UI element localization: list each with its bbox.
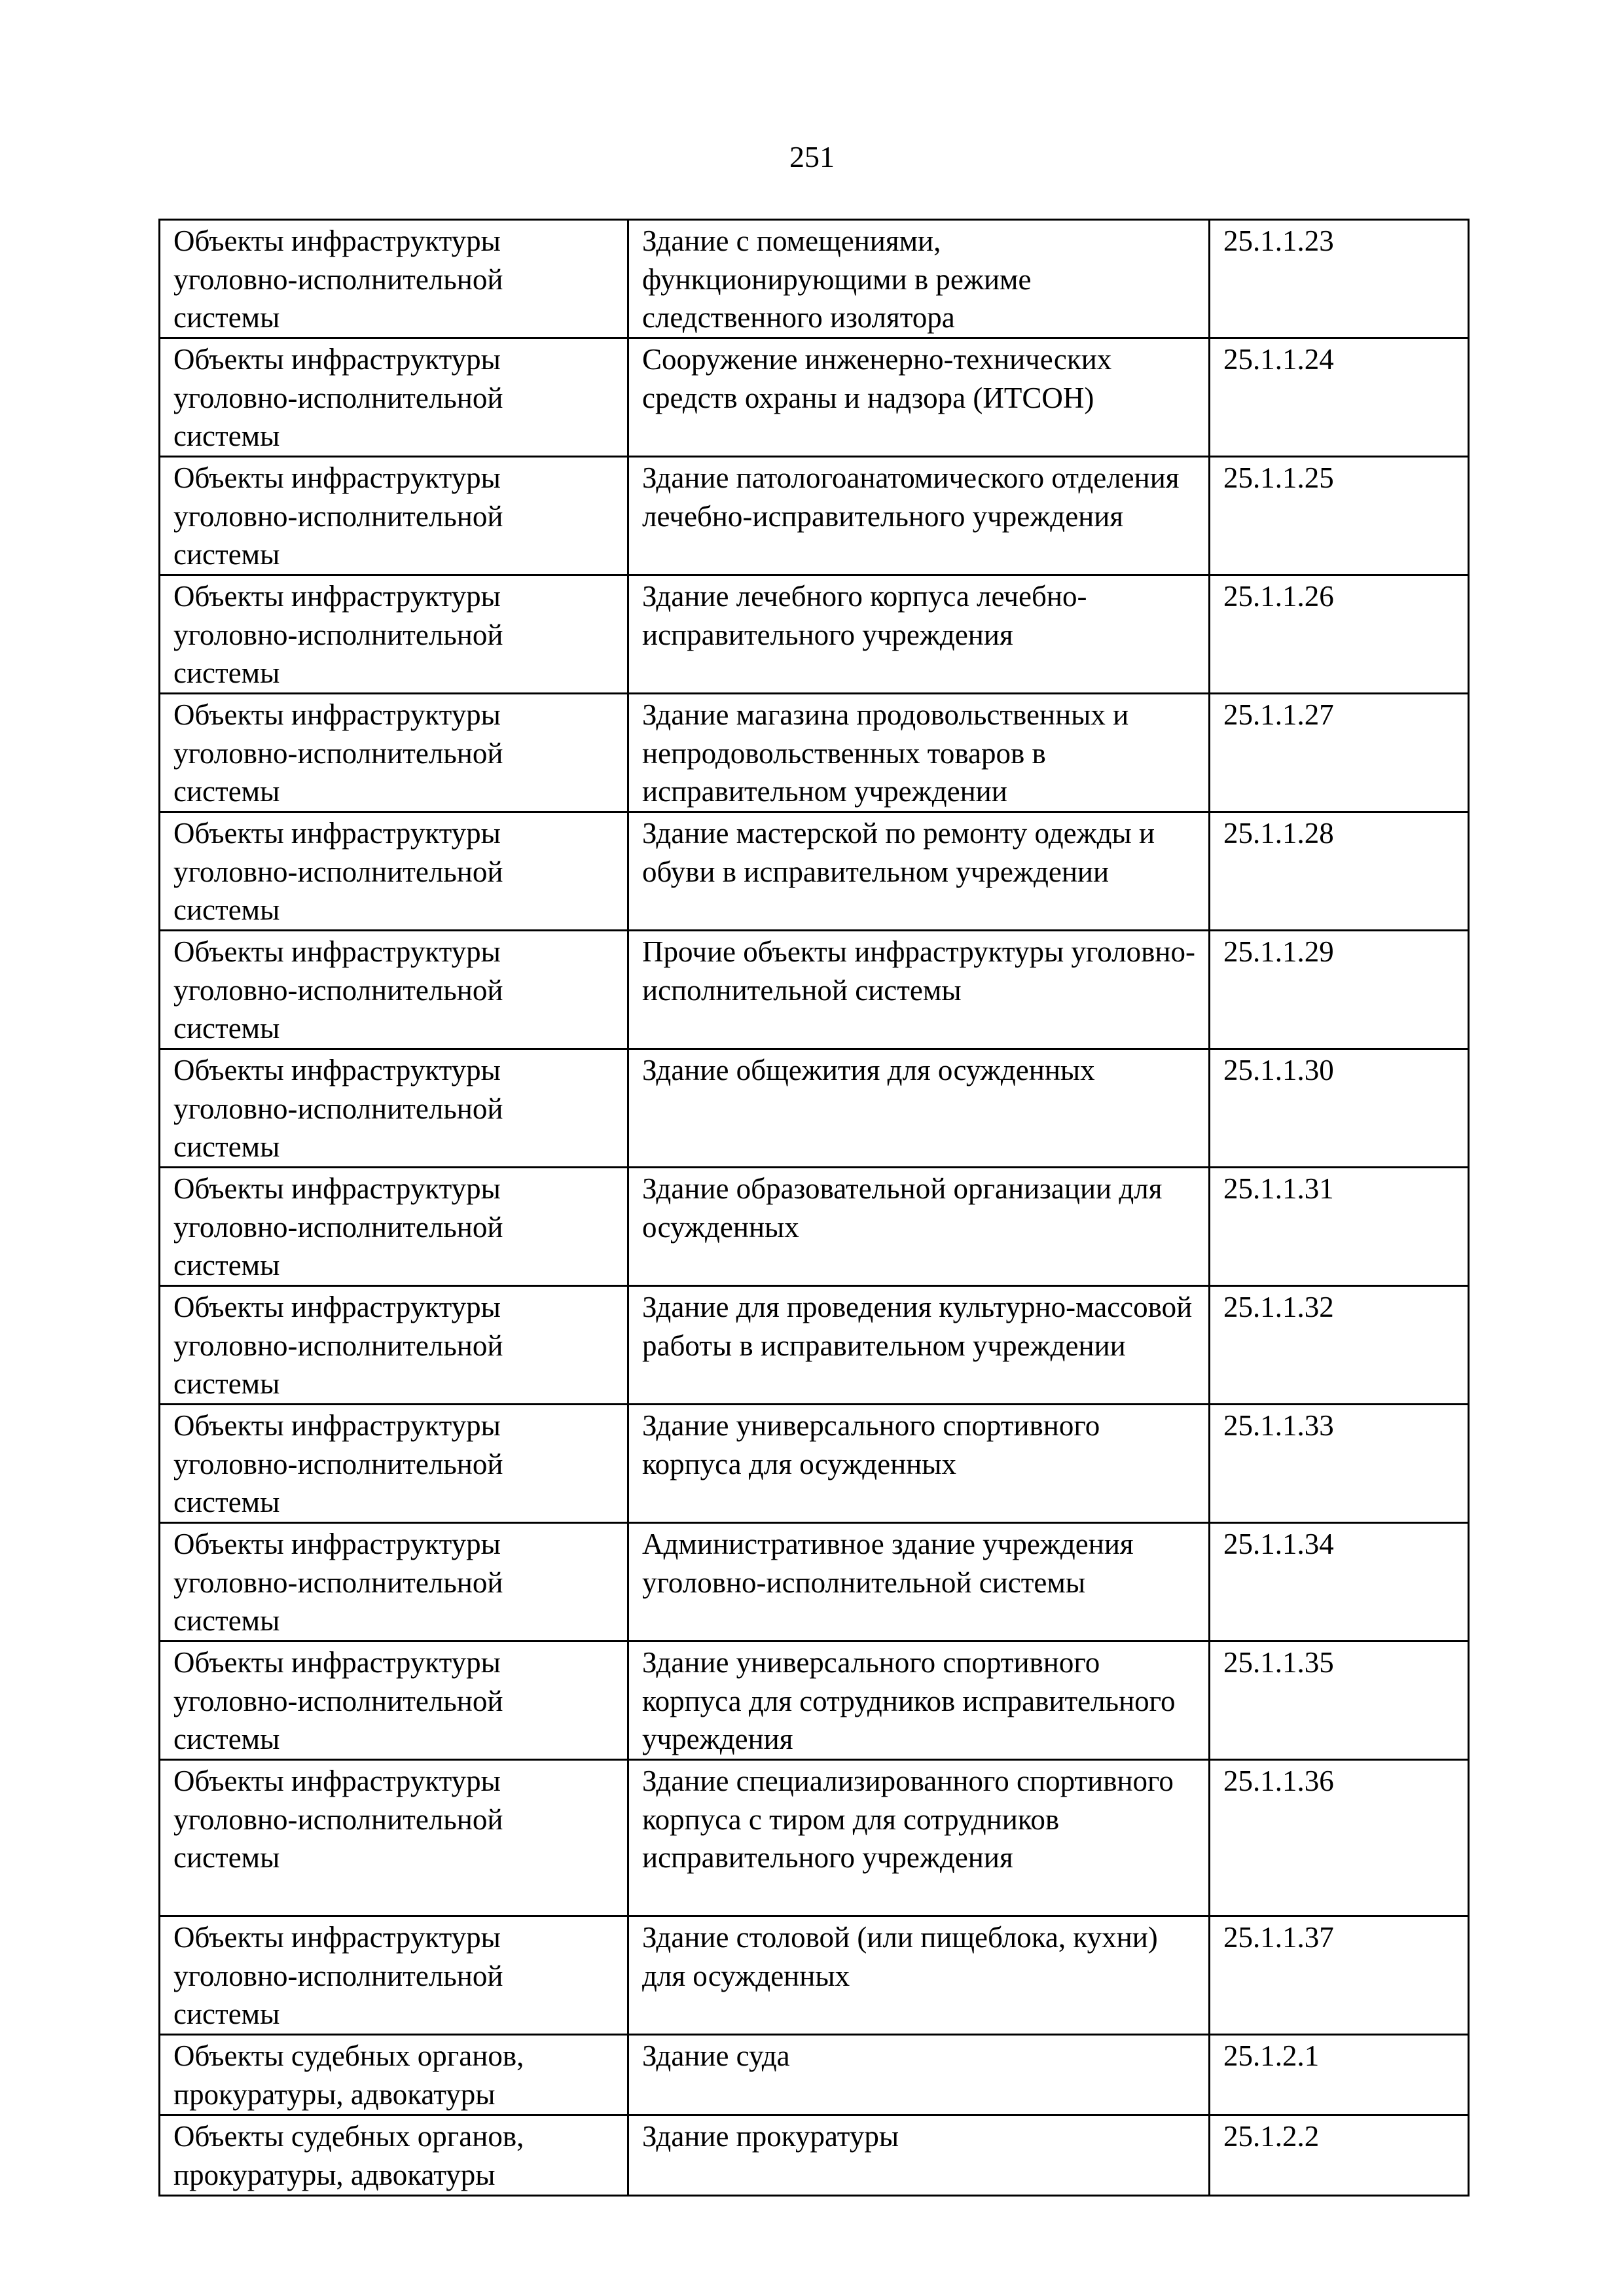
description-cell: Здание для проведения культурно-массовой работы в исправительном учреждении <box>628 1286 1210 1405</box>
code-cell: 25.1.2.2 <box>1210 2115 1469 2196</box>
table-row <box>160 2115 1469 2196</box>
description-cell: Здание мастерской по ремонту одежды и обуви в исправительном учреждении <box>628 812 1210 931</box>
table-row <box>160 931 1469 1049</box>
table-row <box>160 1168 1469 1286</box>
description-cell: Здание специализированного спортивного корпуса с тиром для сотрудников исправительного учреждения <box>628 1760 1210 1916</box>
table-row <box>160 1049 1469 1168</box>
description-cell: Здание образовательной организации для осужденных <box>628 1168 1210 1286</box>
code-cell: 25.1.1.30 <box>1210 1049 1469 1168</box>
description-cell: Здание патологоанатомического отделения лечебно-исправительного учреждения <box>628 457 1210 575</box>
code-cell: 25.1.1.37 <box>1210 1916 1469 2035</box>
code-cell: 25.1.1.36 <box>1210 1760 1469 1916</box>
table-row <box>160 694 1469 812</box>
code-cell: 25.1.1.32 <box>1210 1286 1469 1405</box>
code-cell: 25.1.1.34 <box>1210 1523 1469 1641</box>
code-cell: 25.1.2.1 <box>1210 2035 1469 2115</box>
table-row <box>160 1916 1469 2035</box>
description-cell: Административное здание учреждения уголовно-исполнительной системы <box>628 1523 1210 1641</box>
description-cell: Здание лечебного корпуса лечебно-исправительного учреждения <box>628 575 1210 694</box>
table-row <box>160 1286 1469 1405</box>
code-cell: 25.1.1.24 <box>1210 338 1469 457</box>
category-cell: Объекты инфраструктуры уголовно-исполнительной системы <box>160 1916 628 2035</box>
description-cell: Здание магазина продовольственных и непродовольственных товаров в исправительном учреждении <box>628 694 1210 812</box>
category-cell: Объекты инфраструктуры уголовно-исполнительной системы <box>160 1641 628 1760</box>
category-cell: Объекты судебных органов, прокуратуры, адвокатуры <box>160 2115 628 2196</box>
table-row <box>160 1523 1469 1641</box>
code-cell: 25.1.1.33 <box>1210 1405 1469 1523</box>
code-cell: 25.1.1.25 <box>1210 457 1469 575</box>
classification-table <box>158 219 1470 2197</box>
code-cell: 25.1.1.28 <box>1210 812 1469 931</box>
category-cell: Объекты инфраструктуры уголовно-исполнительной системы <box>160 1760 628 1916</box>
category-cell: Объекты инфраструктуры уголовно-исполнительной системы <box>160 1049 628 1168</box>
category-cell: Объекты инфраструктуры уголовно-исполнительной системы <box>160 1523 628 1641</box>
category-cell: Объекты инфраструктуры уголовно-исполнительной системы <box>160 575 628 694</box>
category-cell: Объекты инфраструктуры уголовно-исполнительной системы <box>160 812 628 931</box>
description-cell: Здание суда <box>628 2035 1210 2115</box>
description-cell: Сооружение инженерно-технических средств охраны и надзора (ИТСОН) <box>628 338 1210 457</box>
description-cell: Здание с помещениями, функционирующими в режиме следственного изолятора <box>628 220 1210 338</box>
code-cell: 25.1.1.29 <box>1210 931 1469 1049</box>
page-number: 251 <box>789 140 835 173</box>
category-cell: Объекты инфраструктуры уголовно-исполнительной системы <box>160 694 628 812</box>
category-cell: Объекты инфраструктуры уголовно-исполнительной системы <box>160 220 628 338</box>
code-cell: 25.1.1.26 <box>1210 575 1469 694</box>
category-cell: Объекты инфраструктуры уголовно-исполнительной системы <box>160 931 628 1049</box>
table-row <box>160 1405 1469 1523</box>
code-cell: 25.1.1.31 <box>1210 1168 1469 1286</box>
table-row <box>160 2035 1469 2115</box>
description-cell: Здание универсального спортивного корпуса для сотрудников исправительного учреждения <box>628 1641 1210 1760</box>
category-cell: Объекты судебных органов, прокуратуры, адвокатуры <box>160 2035 628 2115</box>
description-cell: Здание общежития для осужденных <box>628 1049 1210 1168</box>
table-row <box>160 812 1469 931</box>
description-cell: Прочие объекты инфраструктуры уголовно-исполнительной системы <box>628 931 1210 1049</box>
table-row <box>160 1760 1469 1916</box>
table-row <box>160 1641 1469 1760</box>
category-cell: Объекты инфраструктуры уголовно-исполнительной системы <box>160 457 628 575</box>
table-row <box>160 457 1469 575</box>
table-row <box>160 220 1469 338</box>
category-cell: Объекты инфраструктуры уголовно-исполнительной системы <box>160 1405 628 1523</box>
code-cell: 25.1.1.27 <box>1210 694 1469 812</box>
description-cell: Здание столовой (или пищеблока, кухни) для осужденных <box>628 1916 1210 2035</box>
category-cell: Объекты инфраструктуры уголовно-исполнительной системы <box>160 338 628 457</box>
code-cell: 25.1.1.35 <box>1210 1641 1469 1760</box>
table-row <box>160 575 1469 694</box>
description-cell: Здание прокуратуры <box>628 2115 1210 2196</box>
table-row <box>160 338 1469 457</box>
description-cell: Здание универсального спортивного корпуса для осужденных <box>628 1405 1210 1523</box>
category-cell: Объекты инфраструктуры уголовно-исполнительной системы <box>160 1286 628 1405</box>
code-cell: 25.1.1.23 <box>1210 220 1469 338</box>
category-cell: Объекты инфраструктуры уголовно-исполнительной системы <box>160 1168 628 1286</box>
